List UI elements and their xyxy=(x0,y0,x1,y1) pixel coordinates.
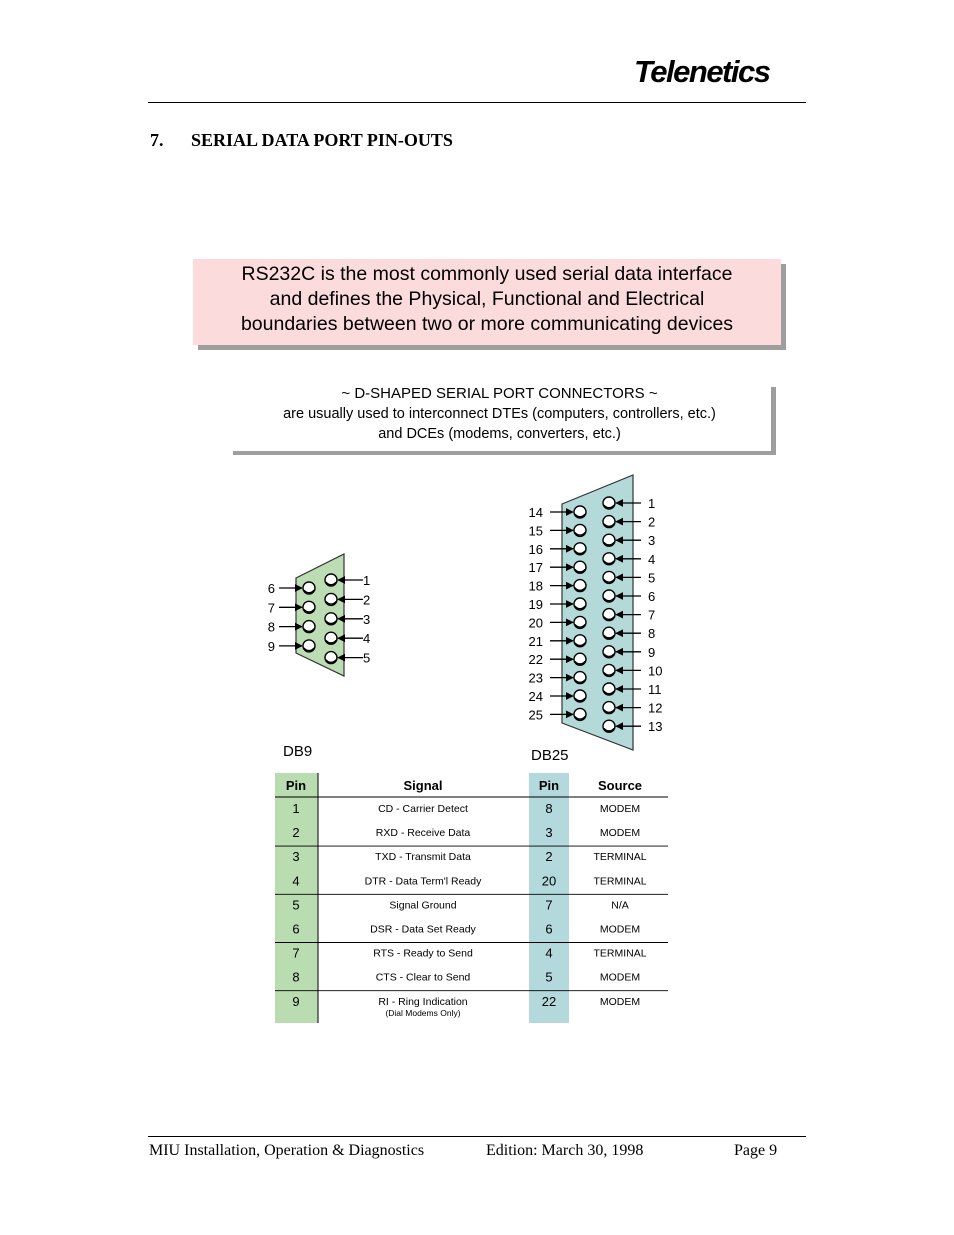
db9-pin-cell: 3 xyxy=(292,849,300,865)
db25-pin-cell: 6 xyxy=(545,921,553,937)
connectors-line: and DCEs (modems, converters, etc.) xyxy=(378,426,621,442)
pin-number-label: 16 xyxy=(528,541,543,557)
db25-pin-cell: 20 xyxy=(541,873,557,889)
source-cell: TERMINAL xyxy=(593,875,647,888)
signal-cell: CTS - Clear to Send xyxy=(375,971,471,984)
pin-number-label: 17 xyxy=(528,560,543,576)
pin-number-label: 7 xyxy=(648,607,656,623)
table-row xyxy=(292,801,640,816)
source-cell: MODEM xyxy=(599,803,641,815)
db9-pin-cell: 4 xyxy=(292,873,300,889)
telenetics-logo: Telenetics xyxy=(634,54,770,89)
pin-number-label: 8 xyxy=(267,619,275,635)
db9-pin-header: Pin xyxy=(285,778,307,793)
section-number: 7. xyxy=(150,130,164,150)
pin-number-label: 5 xyxy=(363,650,371,666)
db9-pin-cell: 9 xyxy=(292,993,300,1009)
pin-number-label: 10 xyxy=(648,663,663,679)
table-row xyxy=(275,922,668,943)
table-row xyxy=(292,897,628,912)
pin-number-label: 2 xyxy=(648,514,656,530)
db9-pin-cell: 1 xyxy=(292,801,300,816)
pin-number-label: 7 xyxy=(267,600,275,616)
pin-number-label: 1 xyxy=(363,573,371,588)
source-cell: MODEM xyxy=(599,995,641,1008)
source-cell: TERMINAL xyxy=(593,851,647,864)
db25-label: DB25 xyxy=(531,747,569,764)
db25-pin-cell: 4 xyxy=(545,945,553,961)
signal-header: Signal xyxy=(403,778,443,793)
connectors-title: ~ D-SHAPED SERIAL PORT CONNECTORS ~ xyxy=(341,385,658,402)
pin-number-label: 22 xyxy=(528,652,543,668)
db25-pin-cell: 5 xyxy=(545,969,553,985)
table-row xyxy=(275,970,668,991)
signal-cell: Signal Ground xyxy=(389,899,457,912)
db9-pin-cell: 5 xyxy=(292,897,300,913)
db9-pin-cell: 7 xyxy=(292,945,300,961)
pin-number-label: 8 xyxy=(648,626,656,642)
footer-page-number: Page 9 xyxy=(734,1142,778,1159)
db25-pin-cell: 8 xyxy=(545,801,553,816)
db25-pin-cell: 22 xyxy=(541,993,557,1009)
pin-number-label: 25 xyxy=(528,707,543,723)
pin-number-label: 5 xyxy=(648,570,656,586)
source-cell: TERMINAL xyxy=(593,947,647,960)
pin-number-label: 20 xyxy=(528,615,543,631)
source-cell: MODEM xyxy=(599,923,641,936)
intro-line: RS232C is the most commonly used serial data interface xyxy=(241,263,733,285)
signal-cell: DSR - Data Set Ready xyxy=(370,923,476,936)
db25-pin-cell: 3 xyxy=(545,825,553,841)
signal-cell: RTS - Ready to Send xyxy=(373,947,473,960)
pin-number-label: 9 xyxy=(648,644,656,660)
pin-table xyxy=(275,773,668,1023)
table-row xyxy=(292,946,646,961)
source-cell: MODEM xyxy=(599,827,641,840)
pin-number-label: 3 xyxy=(648,533,656,549)
pin-number-label: 9 xyxy=(267,638,275,654)
db9-pin-cell: 8 xyxy=(292,969,300,985)
table-row xyxy=(275,873,668,894)
connectors-line: are usually used to interconnect DTEs (computers, controllers, etc.) xyxy=(283,406,716,422)
db25-pin-header: Pin xyxy=(538,778,560,793)
signal-cell: DTR - Data Term'l Ready xyxy=(364,875,482,888)
db9-pin-cell: 2 xyxy=(292,825,300,841)
footer-rule xyxy=(148,1136,806,1137)
pin-number-label: 4 xyxy=(363,631,371,647)
table-row xyxy=(292,994,640,1018)
intro-line: boundaries between two or more communicating devices xyxy=(240,313,734,335)
signal-cell: RXD - Receive Data xyxy=(375,827,471,840)
signal-cell: CD - Carrier Detect xyxy=(378,803,468,815)
pin-number-label: 1 xyxy=(648,496,656,511)
footer-edition: Edition: March 30, 1998 xyxy=(486,1142,644,1159)
pin-number-label: 18 xyxy=(528,578,543,594)
source-cell: N/A xyxy=(611,899,629,912)
db25-pin-cell: 2 xyxy=(545,849,553,865)
table-row xyxy=(275,825,668,846)
signal-cell: RI - Ring Indication xyxy=(378,995,468,1008)
pin-number-label: 14 xyxy=(528,505,543,520)
pin-number-label: 11 xyxy=(648,682,662,697)
section-title: SERIAL DATA PORT PIN-OUTS xyxy=(191,130,453,150)
pin-number-label: 12 xyxy=(648,700,663,716)
table-row xyxy=(292,849,646,864)
pin-number-label: 4 xyxy=(648,551,656,567)
pin-number-label: 2 xyxy=(363,592,371,608)
signal-cell: TXD - Transmit Data xyxy=(375,851,471,864)
pin-number-label: 6 xyxy=(267,581,275,596)
pin-number-label: 19 xyxy=(528,597,543,612)
db25-pin-cell: 7 xyxy=(545,897,553,913)
db9-pin-cell: 6 xyxy=(292,921,300,937)
signal-note-cell: (Dial Modems Only) xyxy=(385,1007,461,1018)
pin-number-label: 13 xyxy=(648,719,663,735)
pin-number-label: 24 xyxy=(528,689,543,704)
footer-doc-title: MIU Installation, Operation & Diagnostics xyxy=(149,1142,425,1159)
db25-connector-shell xyxy=(562,475,633,750)
db9-label: DB9 xyxy=(283,743,313,760)
pin-number-label: 15 xyxy=(528,523,543,539)
pin-number-label: 23 xyxy=(528,670,543,686)
source-header: Source xyxy=(597,778,643,793)
source-cell: MODEM xyxy=(599,971,641,984)
pin-number-label: 3 xyxy=(363,611,371,627)
pin-number-label: 21 xyxy=(528,633,543,649)
intro-line: and defines the Physical, Functional and Electrical xyxy=(269,288,705,310)
pin-number-label: 6 xyxy=(648,589,656,604)
